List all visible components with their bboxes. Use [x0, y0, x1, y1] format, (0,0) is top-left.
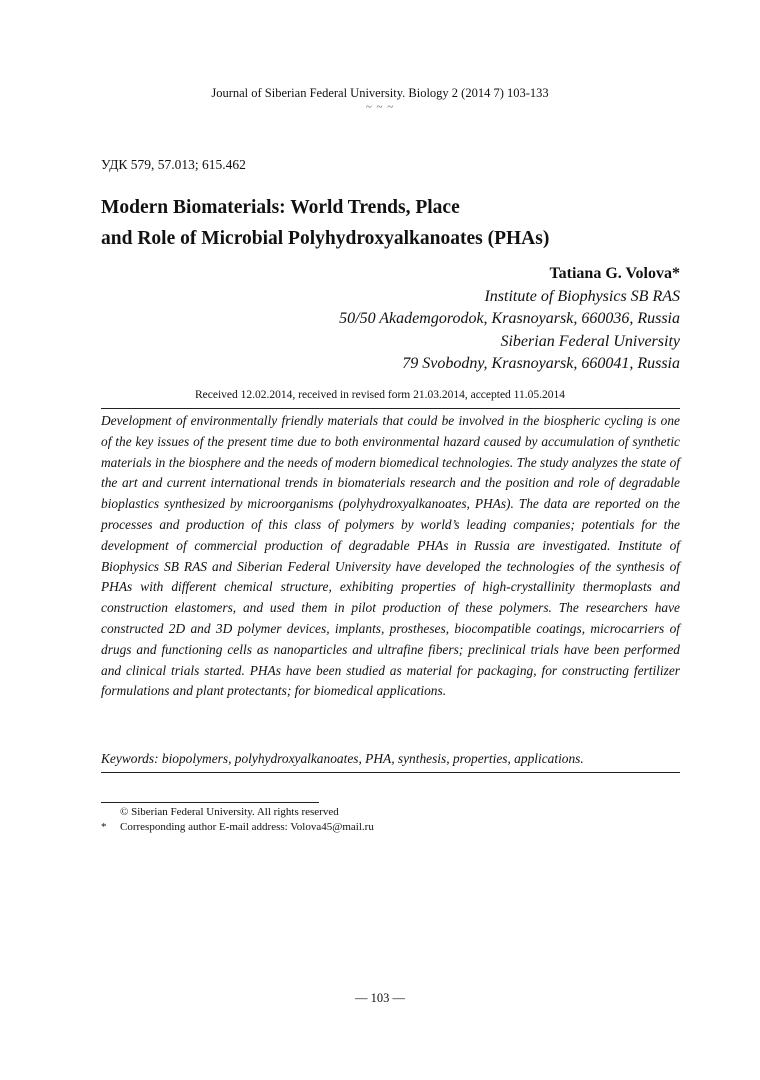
abstract-text: Development of environmentally friendly materials that could be involved in the biospheric cycling is one of the key issues of the present time due to both environmental hazard caused by accumulation of synthetic materials in the biosphere and the needs of modern biomedical technologies. The study analyzes the state of the art and current international trends in biomaterials research and the position and role of degradable bioplastics synthesized by microorganisms (polyhydroxyalkanoates, PHAs). The data are reported on the processes and production of this class of polymers by world’s leading companies; potentials for the development of commercial production of degradable PHAs in Russia are investigated. Institute of Biophysics SB RAS and Siberian Federal University have developed the technologies of the synthesis of PHAs with different chemical structure, exhibiting properties of high-crystallinity thermoplasts and construction elastomers, and used them in pilot production of these polymers. The researchers have constructed 2D and 3D polymer devices, implants, prostheses, biocompatible coatings, microcarriers of drugs and functioning cells as nanoparticles and ultrafine fibers; preclinical trials have been performed and clinical trials started. PHAs have been studied as material for packaging, for constructing fertilizer formulations and plant protectants; for biomedical applications.: [101, 413, 680, 699]
author-block: [120, 263, 680, 376]
keywords: Keywords: biopolymers, polyhydroxyalkanoates, PHA, synthesis, properties, applications.: [101, 751, 584, 766]
footnote-asterisk: *: [101, 821, 107, 833]
title-line-2: and Role of Microbial Polyhydroxyalkanoates (PHAs): [101, 228, 550, 249]
header-ornament: ~ ~ ~: [365, 101, 395, 113]
abstract-top-rule: [101, 408, 680, 409]
affiliation-university: Siberian Federal University: [500, 332, 680, 350]
abstract-bottom-rule: [101, 772, 680, 773]
copyright-text: © Siberian Federal University. All rights reserved: [120, 806, 339, 818]
received-dates: Received 12.02.2014, received in revised form 21.03.2014, accepted 11.05.2014: [194, 389, 566, 401]
affiliation-address-2: 79 Svobodny, Krasnoyarsk, 660041, Russia: [402, 355, 680, 372]
journal-header: Journal of Siberian Federal University. Biology 2 (2014 7) 103-133: [211, 86, 549, 100]
author-name: Tatiana G. Volova*: [549, 265, 680, 282]
affiliation-address-1: 50/50 Akademgorodok, Krasnoyarsk, 660036, Russia: [339, 310, 680, 327]
title-line-1: Modern Biomaterials: World Trends, Place: [101, 197, 460, 218]
copyright-footnote: [101, 805, 339, 820]
corresponding-footnote: [101, 820, 374, 835]
corresponding-text: Corresponding author E-mail address: Volova45@mail.ru: [120, 821, 374, 833]
paper-title: [101, 192, 681, 254]
footnote-rule: [101, 802, 319, 803]
udk-code: УДК 579, 57.013; 615.462: [101, 157, 246, 172]
page-number: — 103 —: [355, 991, 405, 1005]
affiliation-institute: Institute of Biophysics SB RAS: [484, 287, 680, 305]
